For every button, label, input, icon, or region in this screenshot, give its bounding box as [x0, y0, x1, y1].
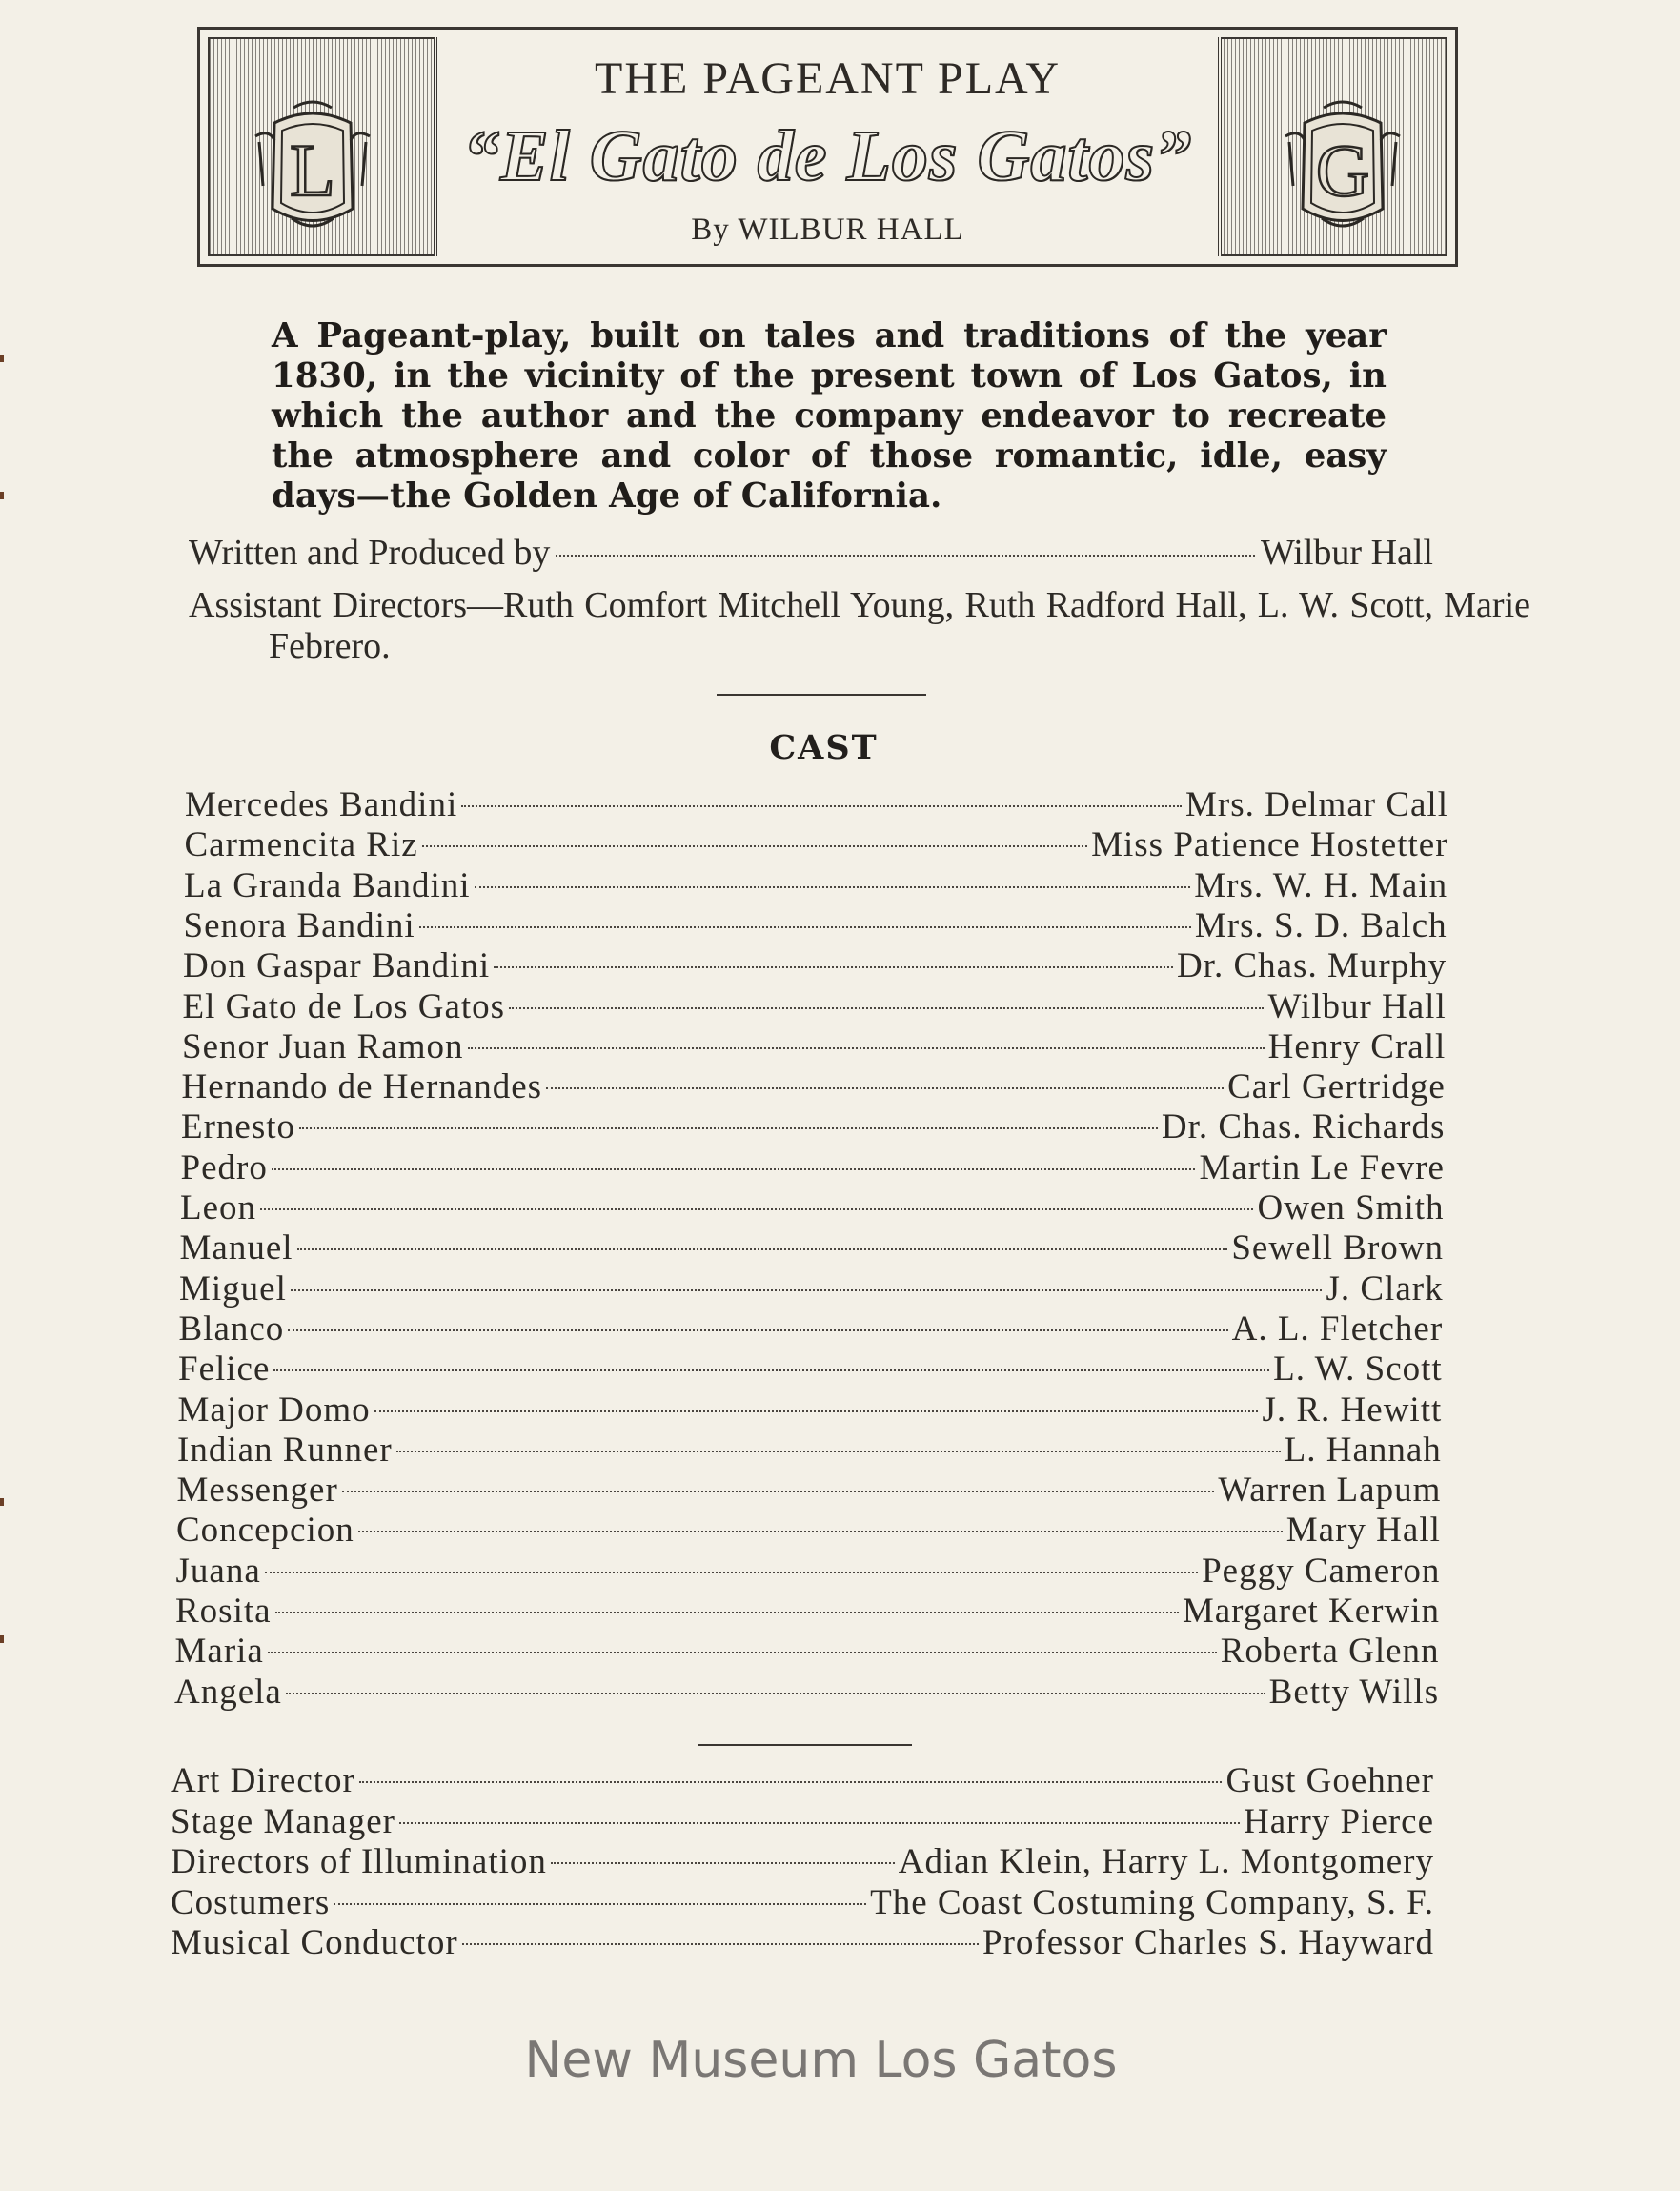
- dot-leader: [396, 1451, 1281, 1452]
- dot-leader: [358, 1531, 1283, 1532]
- dot-leader: [462, 1943, 979, 1945]
- dot-leader: [509, 1007, 1264, 1009]
- cast-role: Senor Juan Ramon: [182, 1026, 464, 1066]
- dot-leader: [265, 1572, 1198, 1573]
- cast-role: Angela: [174, 1672, 282, 1712]
- crew-name: Adian Klein, Harry L. Montgomery: [898, 1842, 1434, 1881]
- dot-leader: [275, 1612, 1179, 1613]
- crew-name: The Coast Costuming Company, S. F.: [870, 1882, 1434, 1922]
- cast-role: Felice: [178, 1349, 271, 1390]
- banner-subtitle: THE PAGEANT PLAY: [595, 53, 1061, 104]
- cast-row: [179, 1309, 1444, 1349]
- cast-row: [181, 1147, 1445, 1187]
- dot-leader: [461, 805, 1182, 807]
- cast-role: El Gato de Los Gatos: [182, 986, 506, 1026]
- cast-row: [184, 865, 1447, 905]
- dot-leader: [272, 1168, 1196, 1170]
- dot-leader: [468, 1047, 1265, 1049]
- svg-text:L: L: [290, 129, 335, 212]
- cast-actor: Dr. Chas. Richards: [1161, 1107, 1446, 1147]
- cast-actor: A. L. Fletcher: [1231, 1309, 1444, 1349]
- crew-name: Professor Charles S. Hayward: [982, 1923, 1434, 1962]
- dot-leader: [286, 1693, 1265, 1694]
- dot-leader: [374, 1410, 1259, 1412]
- cast-role: Concepcion: [176, 1511, 354, 1551]
- crew-row: [171, 1841, 1434, 1881]
- binding-mark: [0, 1498, 4, 1506]
- cast-role: Maria: [174, 1632, 264, 1672]
- cast-row: [177, 1430, 1442, 1470]
- crew-role: Musical Conductor: [171, 1923, 458, 1962]
- cast-role: Manuel: [179, 1228, 293, 1268]
- written-produced-line: [189, 532, 1433, 574]
- dot-leader: [291, 1289, 1323, 1291]
- binding-mark: [0, 492, 4, 499]
- cast-actor: J. Clark: [1326, 1268, 1444, 1309]
- crew-row: [171, 1882, 1434, 1922]
- cast-row: [181, 1106, 1445, 1146]
- cast-actor: Peggy Cameron: [1202, 1551, 1441, 1591]
- crew-role: Art Director: [171, 1761, 355, 1800]
- dot-leader: [268, 1652, 1217, 1653]
- cast-actor: L. Hannah: [1284, 1430, 1442, 1470]
- dot-leader: [334, 1903, 866, 1905]
- cast-role: La Granda Bandini: [184, 865, 471, 905]
- dot-leader: [359, 1781, 1223, 1783]
- cast-actor: Henry Crall: [1267, 1026, 1447, 1066]
- cast-row: [175, 1591, 1440, 1631]
- cast-role: Senora Bandini: [183, 905, 415, 945]
- museum-watermark: New Museum Los Gatos: [524, 2032, 1118, 2089]
- cast-actor: Wilbur Hall: [1267, 986, 1447, 1026]
- cast-role: Juana: [175, 1551, 261, 1591]
- cast-actor: Dr. Chas. Murphy: [1176, 946, 1447, 986]
- cast-heading: CAST: [769, 728, 879, 767]
- cast-actor: Mrs. W. H. Main: [1194, 865, 1448, 905]
- assistant-directors: Assistant Directors—Ruth Comfort Mitchell Young, Ruth Radford Hall, L. W. Scott, Marie Febrero.: [189, 585, 1530, 666]
- cast-row: [175, 1631, 1440, 1671]
- dot-leader: [494, 966, 1173, 968]
- cast-row: [182, 1026, 1446, 1066]
- letter-l-emblem-icon: [246, 94, 379, 237]
- cast-role: Carmencita Riz: [184, 825, 418, 865]
- binding-mark: [0, 355, 4, 362]
- cast-row: [176, 1551, 1441, 1591]
- cast-role: Miguel: [179, 1268, 287, 1309]
- crew-role: Costumers: [171, 1882, 331, 1922]
- cast-row: [185, 784, 1448, 824]
- cast-actor: L. W. Scott: [1273, 1349, 1443, 1390]
- dot-leader: [399, 1822, 1240, 1824]
- play-title: “El Gato de Los Gatos”: [462, 116, 1193, 196]
- letter-g-emblem-icon: [1276, 94, 1409, 237]
- intro-paragraph: A Pageant-play, built on tales and traditions of the year 1830, in the vicinity of the present town of Los Gatos, in which the author and the company endeavor to recreate the atmosphere and color of those romantic, idle, easy days—the Golden Age of California.: [272, 316, 1387, 516]
- play-author: By WILBUR HALL: [691, 213, 964, 247]
- divider: [717, 694, 926, 696]
- divider: [698, 1744, 912, 1746]
- dot-leader: [260, 1208, 1253, 1210]
- cast-actor: Mary Hall: [1285, 1511, 1441, 1551]
- banner-hatched-border: [208, 37, 1447, 256]
- dot-leader: [556, 555, 1255, 557]
- cast-actor: Sewell Brown: [1231, 1228, 1445, 1268]
- binding-mark: [0, 1635, 4, 1643]
- crew-role: Directors of Illumination: [171, 1842, 547, 1881]
- written-label: Written and Produced by: [189, 533, 551, 573]
- dot-leader: [273, 1369, 1269, 1371]
- dot-leader: [342, 1491, 1215, 1492]
- cast-role: Ernesto: [181, 1107, 296, 1147]
- crew-role: Stage Manager: [171, 1801, 395, 1841]
- cast-actor: Martin Le Fevre: [1199, 1147, 1445, 1187]
- cast-row: [184, 905, 1447, 945]
- cast-row: [178, 1349, 1443, 1389]
- written-value: Wilbur Hall: [1260, 533, 1433, 573]
- svg-text:G: G: [1315, 129, 1370, 212]
- cast-row: [185, 824, 1448, 864]
- dot-leader: [551, 1862, 895, 1864]
- cast-role: Pedro: [180, 1147, 268, 1187]
- crew-name: Harry Pierce: [1244, 1801, 1434, 1841]
- cast-row: [180, 1227, 1445, 1268]
- cast-role: Major Domo: [177, 1390, 371, 1430]
- cast-actor: Miss Patience Hostetter: [1091, 825, 1448, 865]
- cast-row: [182, 1066, 1446, 1106]
- cast-role: Mercedes Bandini: [185, 785, 458, 824]
- dot-leader: [546, 1087, 1224, 1089]
- dot-leader: [475, 886, 1191, 888]
- cast-actor: J. R. Hewitt: [1262, 1390, 1443, 1430]
- crew-row: [171, 1922, 1434, 1962]
- cast-actor: Warren Lapum: [1218, 1471, 1442, 1511]
- cast-role: Messenger: [176, 1471, 338, 1511]
- cast-actor: Mrs. Delmar Call: [1185, 785, 1448, 824]
- dot-leader: [299, 1127, 1158, 1129]
- cast-actor: Margaret Kerwin: [1182, 1592, 1440, 1631]
- cast-row: [183, 945, 1447, 985]
- cast-row: [183, 986, 1447, 1026]
- cast-row: [174, 1672, 1439, 1712]
- cast-role: Don Gaspar Bandini: [183, 946, 491, 986]
- crew-row: [171, 1760, 1434, 1800]
- banner-title-panel: [434, 37, 1222, 256]
- title-banner: [197, 27, 1458, 267]
- cast-actor: Carl Gertridge: [1227, 1067, 1446, 1107]
- cast-row: [178, 1390, 1443, 1430]
- crew-name: Gust Goehner: [1225, 1761, 1434, 1800]
- cast-role: Rosita: [175, 1592, 272, 1631]
- cast-role: Blanco: [178, 1309, 285, 1349]
- cast-role: Hernando de Hernandes: [181, 1067, 543, 1107]
- dot-leader: [297, 1248, 1228, 1250]
- cast-actor: Owen Smith: [1257, 1188, 1445, 1227]
- cast-role: Leon: [180, 1188, 257, 1227]
- cast-row: [176, 1510, 1441, 1550]
- dot-leader: [422, 845, 1087, 847]
- cast-row: [180, 1187, 1445, 1227]
- cast-row: [177, 1470, 1442, 1510]
- cast-actor: Roberta Glenn: [1220, 1632, 1440, 1672]
- cast-role: Indian Runner: [177, 1430, 393, 1470]
- dot-leader: [419, 926, 1191, 928]
- cast-actor: Mrs. S. D. Balch: [1194, 905, 1447, 945]
- crew-row: [171, 1801, 1434, 1841]
- cast-row: [179, 1268, 1444, 1309]
- cast-actor: Betty Wills: [1268, 1672, 1440, 1712]
- dot-leader: [288, 1329, 1227, 1331]
